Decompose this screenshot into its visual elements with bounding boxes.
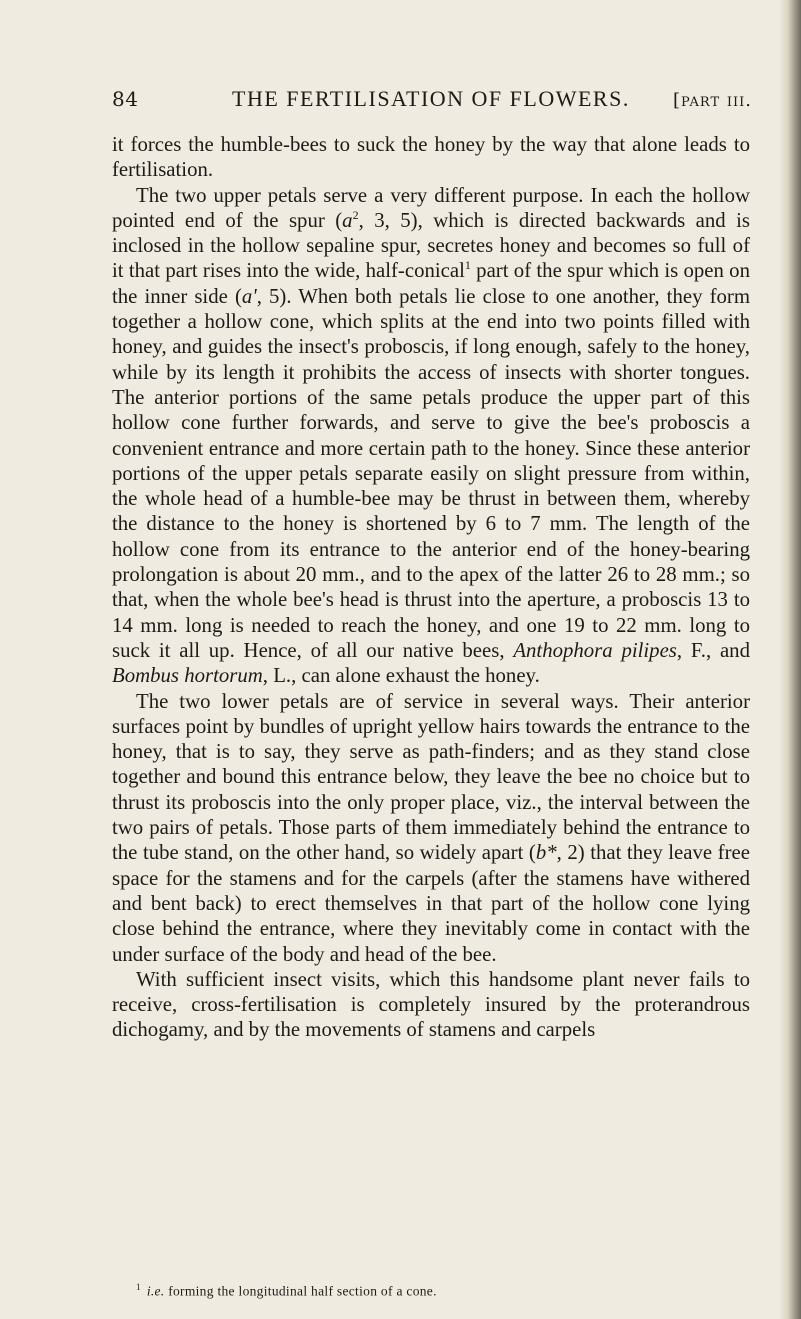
italic-text: a xyxy=(342,208,353,232)
paragraph xyxy=(112,132,750,183)
footnote-mark: 1 xyxy=(136,1282,141,1292)
text-run: The two lower petals are of service in several ways. Their anterior surfaces point by bundles of upright yellow hairs towards the entrance to the honey, that is to say, they serve as path-finders; and as they stand close together and bound this entrance below, they leave the bee no choice but to thrust its proboscis into the only proper place, viz., the interval between the two pairs of petals. Those parts of them immediately behind the entrance to the tube stand, on the other hand, so widely apart ( xyxy=(112,689,750,865)
italic-text: a' xyxy=(241,284,257,308)
superscript: 1 xyxy=(464,258,471,273)
text-run: , 2) that they leave free space for the stamens and for the carpels (after the stamens have withered and bent back) to erect themselves in that part of the hollow cone lying close behind the entrance, where they inevitably come in contact with the under surface of the body and head of the bee. xyxy=(112,841,750,966)
paragraph xyxy=(112,183,750,689)
italic-text: Anthophora pilipes xyxy=(513,638,677,662)
running-head xyxy=(112,86,752,116)
italic-text: b* xyxy=(535,841,557,865)
superscript: 2 xyxy=(352,207,359,222)
text-run: , 3, 5), which is directed backwards and is inclosed in the hollow sepaline spur, secretes honey and becomes so full of it that part rises into the wide, half-conical xyxy=(112,208,750,283)
running-title: THE FERTILISATION OF FLOWERS. xyxy=(232,86,630,111)
body-text xyxy=(112,132,750,1043)
footnote-text: forming the longitudinal half section of a cone. xyxy=(164,1283,437,1299)
text-run: With sufficient insect visits, which this handsome plant never fails to receive, cross-fertilisation is completely insured by the proterandrous dichogamy, and by the movements of stamens and carpels xyxy=(112,967,750,1042)
italic-text: Bombus hortorum xyxy=(112,664,263,688)
footnote-prefix: i.e. xyxy=(146,1283,165,1299)
paragraph xyxy=(112,689,750,967)
text-run: , 5). When both petals lie close to one another, they form together a hollow cone, which splits at the end into two points filled with honey, and guides the insect's proboscis, if long enough, safely to the honey, while by its length it prohibits the access of insects with shorter tongues. The anterior portions of the same petals produce the upper part of this hollow cone further forwards, and serve to give the bee's proboscis a convenient entrance and more certain path to the honey. Since these anterior portions of the upper petals separate easily on slight pressure from within, the whole head of a humble-bee may be thrust in between them, whereby the distance to the honey is shortened by 6 to 7 mm. The length of the hollow cone from its entrance to the anterior end of the honey-bearing prolongation is about 20 mm., and to the apex of the latter 26 to 28 mm.; so that, when the whole bee's head is thrust into the aperture, a proboscis 13 to 14 mm. long is needed to reach the honey, and one 19 to 22 mm. long to suck it all up. Hence, of all our native bees, xyxy=(112,284,750,662)
page-edge-shadow xyxy=(779,0,801,1319)
text-run: , F., and xyxy=(676,638,750,662)
page-number: 84 xyxy=(112,87,139,111)
text-run: part of the spur which is open on the inner side ( xyxy=(112,259,750,308)
text-run: it forces the humble-bees to suck the honey by the way that alone leads to fertilisation. xyxy=(112,133,750,182)
text-run: , L., can alone exhaust the honey. xyxy=(262,664,540,688)
text-run: The two upper petals serve a very different purpose. In each the hollow pointed end of the spur ( xyxy=(112,183,750,232)
paragraph xyxy=(112,967,750,1043)
part-marker: [part iii. xyxy=(672,90,752,111)
footnote xyxy=(136,1282,736,1300)
